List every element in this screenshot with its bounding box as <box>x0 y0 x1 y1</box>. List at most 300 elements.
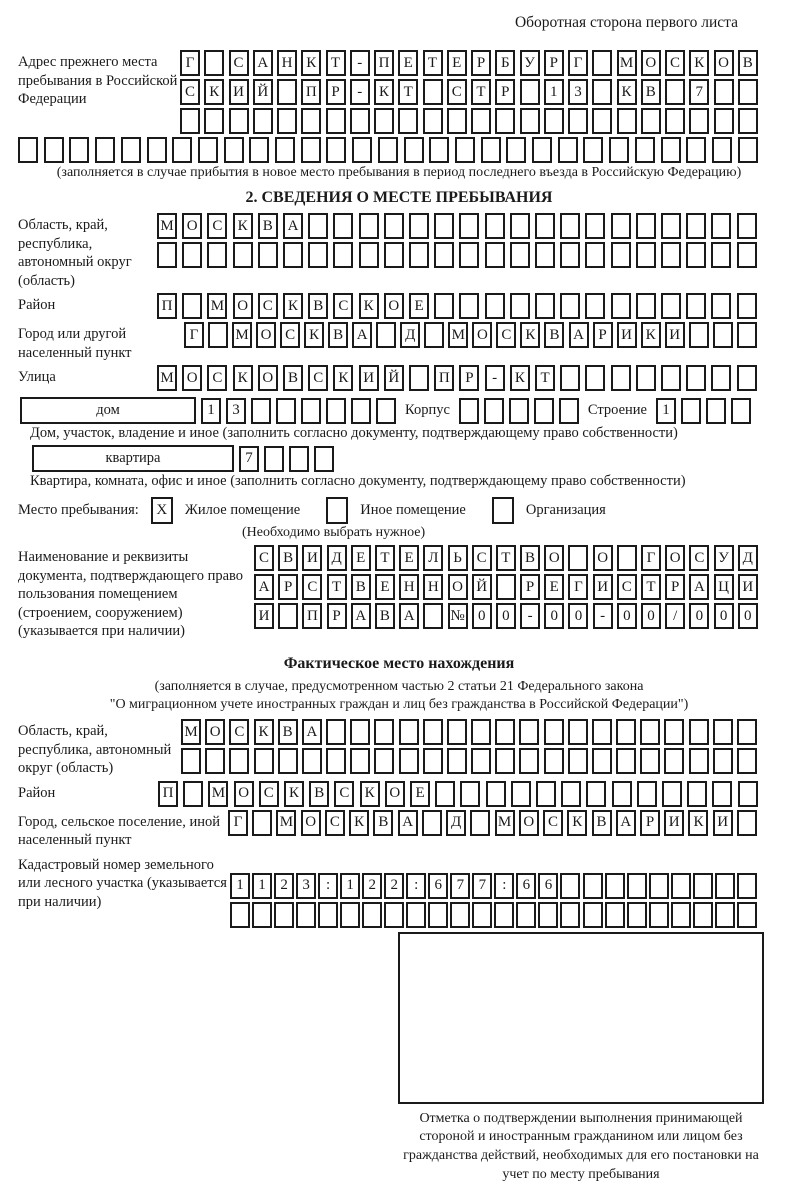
char-box <box>560 902 580 928</box>
char-box <box>351 398 371 424</box>
char-box: Р <box>495 79 515 105</box>
char-box: К <box>301 50 321 76</box>
char-box <box>350 748 370 774</box>
char-box <box>208 322 228 348</box>
street-row <box>18 365 780 391</box>
char-box: О <box>384 293 404 319</box>
char-box: Г <box>184 322 204 348</box>
char-box <box>276 398 296 424</box>
char-box <box>636 365 656 391</box>
char-box: Н <box>399 574 419 600</box>
stroenie-boxes <box>656 398 751 424</box>
cadastral-grid <box>230 853 757 928</box>
char-box <box>121 137 141 163</box>
char-box: В <box>738 50 758 76</box>
char-box: Е <box>410 781 430 807</box>
char-box: О <box>385 781 405 807</box>
char-box: С <box>180 79 200 105</box>
char-box <box>738 79 758 105</box>
char-box: К <box>204 79 224 105</box>
korpus-label: Корпус <box>405 402 450 419</box>
char-box: 0 <box>472 603 492 629</box>
char-box <box>350 108 370 134</box>
char-box <box>481 137 501 163</box>
house-type-box: дом <box>20 397 196 424</box>
char-box <box>738 108 758 134</box>
char-box <box>616 719 636 745</box>
actual-district-label: Район <box>18 784 56 801</box>
char-box <box>326 108 346 134</box>
document-row <box>18 545 780 641</box>
char-box: К <box>567 810 587 836</box>
char-box: К <box>689 50 709 76</box>
char-box <box>296 902 316 928</box>
char-box: О <box>234 781 254 807</box>
char-box <box>333 213 353 239</box>
char-box <box>376 398 396 424</box>
char-box <box>627 902 647 928</box>
char-box: О <box>641 50 661 76</box>
char-box: М <box>617 50 637 76</box>
char-box <box>362 902 382 928</box>
char-box: П <box>157 293 177 319</box>
char-box <box>205 748 225 774</box>
char-box <box>737 293 757 319</box>
char-box <box>535 293 555 319</box>
char-box: А <box>398 810 418 836</box>
char-box <box>252 810 272 836</box>
prev-address-line-1 <box>180 50 758 76</box>
char-box: О <box>472 322 492 348</box>
char-box: Л <box>423 545 443 571</box>
char-box: К <box>641 322 661 348</box>
char-box: М <box>157 365 177 391</box>
char-box <box>18 137 38 163</box>
char-box <box>636 242 656 268</box>
char-box <box>459 213 479 239</box>
char-box: 0 <box>496 603 516 629</box>
char-box <box>585 242 605 268</box>
char-box: А <box>569 322 589 348</box>
char-box <box>520 108 540 134</box>
char-box: Д <box>327 545 347 571</box>
char-box <box>617 108 637 134</box>
char-box <box>434 213 454 239</box>
char-box: Р <box>640 810 660 836</box>
char-box <box>636 293 656 319</box>
char-box: В <box>641 79 661 105</box>
char-box <box>516 902 536 928</box>
char-box <box>611 293 631 319</box>
district-label: Район <box>18 297 56 314</box>
region-line-2 <box>157 242 757 268</box>
char-box: И <box>713 810 733 836</box>
apartment-row <box>18 445 780 472</box>
char-box <box>509 398 529 424</box>
char-box: : <box>318 873 338 899</box>
actual-region-row <box>18 719 780 778</box>
district-row <box>18 293 780 319</box>
char-box <box>447 719 467 745</box>
char-box <box>398 108 418 134</box>
char-box <box>661 293 681 319</box>
char-box: 1 <box>201 398 221 424</box>
document-grid <box>254 545 758 629</box>
char-box <box>496 574 516 600</box>
char-box: В <box>283 365 303 391</box>
char-box <box>157 242 177 268</box>
char-box <box>687 781 707 807</box>
char-box <box>665 108 685 134</box>
char-box <box>649 873 669 899</box>
char-box <box>592 79 612 105</box>
char-box <box>713 748 733 774</box>
char-box <box>204 50 224 76</box>
char-box <box>182 293 202 319</box>
char-box <box>182 242 202 268</box>
char-box <box>252 902 272 928</box>
char-box: 6 <box>516 873 536 899</box>
char-box: Т <box>641 574 661 600</box>
char-box <box>459 242 479 268</box>
char-box <box>693 873 713 899</box>
char-box: К <box>360 781 380 807</box>
actual-region-grid <box>181 719 757 774</box>
char-box <box>423 108 443 134</box>
char-box: Е <box>351 545 371 571</box>
char-box <box>258 242 278 268</box>
char-box <box>649 902 669 928</box>
char-box: Р <box>327 603 347 629</box>
char-box: О <box>593 545 613 571</box>
char-box: И <box>664 810 684 836</box>
char-box: К <box>283 293 303 319</box>
char-box <box>301 137 321 163</box>
char-box: 0 <box>689 603 709 629</box>
char-box <box>510 293 530 319</box>
char-box: Р <box>593 322 613 348</box>
char-box <box>665 79 685 105</box>
char-box <box>314 446 334 472</box>
char-box: Е <box>409 293 429 319</box>
stay-type-label: Место пребывания: <box>18 502 139 519</box>
char-box: И <box>617 322 637 348</box>
actual-location-title: Фактическое место нахождения <box>283 655 515 673</box>
char-box: Й <box>472 574 492 600</box>
char-box: Т <box>471 79 491 105</box>
char-box: Н <box>423 574 443 600</box>
char-box <box>429 137 449 163</box>
char-box <box>661 242 681 268</box>
char-box <box>664 719 684 745</box>
street-label: Улица <box>18 369 56 386</box>
char-box <box>409 213 429 239</box>
char-box <box>495 719 515 745</box>
char-box <box>435 781 455 807</box>
region-label: Область, край, республика, автономный округ (область) <box>18 217 132 289</box>
char-box <box>520 79 540 105</box>
char-box <box>737 365 757 391</box>
char-box <box>536 781 556 807</box>
region-grid <box>157 213 757 268</box>
prev-address-line-4 <box>18 137 758 163</box>
char-box: Р <box>326 79 346 105</box>
char-box <box>495 108 515 134</box>
char-box <box>671 873 691 899</box>
char-box <box>583 137 603 163</box>
checkbox-other-premises[interactable] <box>326 497 348 524</box>
char-box <box>494 902 514 928</box>
prev-address-grid <box>180 50 758 134</box>
char-box <box>229 748 249 774</box>
char-box <box>737 719 757 745</box>
char-box <box>686 213 706 239</box>
char-box <box>447 108 467 134</box>
char-box: Р <box>520 574 540 600</box>
char-box <box>568 108 588 134</box>
document-line-2 <box>254 574 758 600</box>
char-box: К <box>333 365 353 391</box>
char-box <box>471 748 491 774</box>
char-box: К <box>254 719 274 745</box>
char-box <box>69 137 89 163</box>
char-box <box>428 902 448 928</box>
char-box <box>737 873 757 899</box>
char-box: 0 <box>714 603 734 629</box>
char-box: В <box>278 719 298 745</box>
actual-region-label: Область, край, республика, автономный округ (область) <box>18 723 172 777</box>
char-box <box>558 137 578 163</box>
char-box <box>409 242 429 268</box>
char-box <box>737 242 757 268</box>
char-box <box>605 873 625 899</box>
char-box <box>275 137 295 163</box>
char-box: О <box>665 545 685 571</box>
char-box <box>611 365 631 391</box>
char-box: А <box>351 603 371 629</box>
document-label: Наименование и реквизиты документа, подтверждающего право пользования помещением (строением, сооружением) (указывается при наличии) <box>18 549 244 640</box>
house-note: Дом, участок, владение и иное (заполнить согласно документу, подтверждающему право собственности) <box>30 425 678 442</box>
char-box <box>308 213 328 239</box>
char-box <box>715 873 735 899</box>
char-box <box>561 781 581 807</box>
option-residential-label: Жилое помещение <box>184 502 301 519</box>
char-box: 1 <box>340 873 360 899</box>
char-box <box>686 365 706 391</box>
actual-district-line <box>158 781 758 807</box>
char-box <box>249 137 269 163</box>
char-box <box>636 213 656 239</box>
char-box <box>731 398 751 424</box>
char-box <box>485 293 505 319</box>
char-box: С <box>258 293 278 319</box>
char-box <box>251 398 271 424</box>
char-box: 0 <box>568 603 588 629</box>
char-box: К <box>233 213 253 239</box>
char-box <box>374 719 394 745</box>
char-box <box>585 365 605 391</box>
char-box: С <box>325 810 345 836</box>
char-box <box>422 810 442 836</box>
char-box <box>609 137 629 163</box>
actual-city-line <box>228 810 757 836</box>
char-box: № <box>448 603 468 629</box>
char-box: С <box>254 545 274 571</box>
char-box: : <box>406 873 426 899</box>
char-box: 0 <box>617 603 637 629</box>
char-box <box>560 365 580 391</box>
char-box <box>434 242 454 268</box>
char-box <box>640 748 660 774</box>
char-box <box>510 213 530 239</box>
section2-title: 2. СВЕДЕНИЯ О МЕСТЕ ПРЕБЫВАНИЯ <box>245 189 553 206</box>
char-box <box>376 322 396 348</box>
char-box: К <box>349 810 369 836</box>
char-box <box>583 902 603 928</box>
char-box <box>592 748 612 774</box>
char-box: Г <box>568 574 588 600</box>
char-box: Е <box>398 50 418 76</box>
char-box <box>384 902 404 928</box>
char-box <box>737 322 757 348</box>
char-box: 2 <box>274 873 294 899</box>
checkbox-residential[interactable]: X <box>151 497 173 524</box>
char-box <box>470 810 490 836</box>
char-box <box>264 446 284 472</box>
char-box: Е <box>399 545 419 571</box>
char-box: М <box>208 781 228 807</box>
checkbox-organization[interactable] <box>492 497 514 524</box>
char-box <box>326 719 346 745</box>
char-box <box>409 365 429 391</box>
char-box: Е <box>447 50 467 76</box>
char-box <box>585 293 605 319</box>
char-box: П <box>374 50 394 76</box>
char-box <box>586 781 606 807</box>
char-box: 1 <box>230 873 250 899</box>
char-box: О <box>258 365 278 391</box>
char-box <box>689 748 709 774</box>
char-box: В <box>351 574 371 600</box>
char-box: М <box>276 810 296 836</box>
char-box <box>585 213 605 239</box>
char-box <box>737 902 757 928</box>
document-line-3 <box>254 603 758 629</box>
char-box <box>712 137 732 163</box>
char-box <box>641 108 661 134</box>
char-box <box>637 781 657 807</box>
char-box <box>714 108 734 134</box>
char-box: Д <box>738 545 758 571</box>
char-box: А <box>689 574 709 600</box>
char-box <box>713 719 733 745</box>
char-box <box>534 398 554 424</box>
house-row <box>18 397 780 424</box>
char-box <box>686 242 706 268</box>
char-box <box>230 902 250 928</box>
apartment-note: Квартира, комната, офис и иное (заполнить согласно документу, подтверждающему право собственности) <box>30 473 686 490</box>
char-box <box>510 242 530 268</box>
char-box <box>737 213 757 239</box>
city-label: Город или другой населенный пункт <box>18 326 132 361</box>
prev-address-note: (заполняется в случае прибытия в новое место пребывания в период последнего въезда в Российскую Федерацию) <box>56 165 742 180</box>
char-box: П <box>158 781 178 807</box>
char-box: Т <box>375 545 395 571</box>
char-box: К <box>359 293 379 319</box>
char-box <box>592 50 612 76</box>
char-box: А <box>352 322 372 348</box>
char-box: Д <box>446 810 466 836</box>
char-box <box>302 748 322 774</box>
option-other-premises-label: Иное помещение <box>360 502 466 519</box>
char-box: В <box>373 810 393 836</box>
char-box: - <box>350 50 370 76</box>
char-box: О <box>182 365 202 391</box>
char-box: Г <box>228 810 248 836</box>
apartment-number-boxes <box>239 446 334 472</box>
char-box <box>374 748 394 774</box>
char-box: Е <box>375 574 395 600</box>
char-box: 1 <box>252 873 272 899</box>
char-box: Н <box>277 50 297 76</box>
char-box: 7 <box>472 873 492 899</box>
char-box <box>406 902 426 928</box>
cadastral-row <box>18 853 780 928</box>
char-box <box>253 108 273 134</box>
char-box <box>326 398 346 424</box>
char-box <box>350 719 370 745</box>
char-box <box>559 398 579 424</box>
char-box <box>538 902 558 928</box>
char-box: М <box>181 719 201 745</box>
char-box: М <box>495 810 515 836</box>
char-box: В <box>309 781 329 807</box>
char-box <box>506 137 526 163</box>
char-box <box>378 137 398 163</box>
char-box <box>686 293 706 319</box>
char-box: : <box>494 873 514 899</box>
char-box <box>434 293 454 319</box>
char-box <box>301 398 321 424</box>
char-box <box>661 365 681 391</box>
char-box: М <box>157 213 177 239</box>
stroenie-label: Строение <box>587 402 647 419</box>
char-box: М <box>207 293 227 319</box>
char-box <box>686 137 706 163</box>
char-box: 1 <box>656 398 676 424</box>
char-box: Р <box>544 50 564 76</box>
char-box <box>671 902 691 928</box>
char-box <box>326 137 346 163</box>
char-box: И <box>302 545 322 571</box>
char-box: 1 <box>544 79 564 105</box>
char-box: 7 <box>450 873 470 899</box>
char-box <box>737 748 757 774</box>
char-box <box>617 545 637 571</box>
char-box: С <box>447 79 467 105</box>
char-box <box>95 137 115 163</box>
char-box: С <box>229 50 249 76</box>
char-box <box>308 242 328 268</box>
char-box: В <box>592 810 612 836</box>
city-line <box>184 322 757 348</box>
actual-location-note-2: "О миграционном учете иностранных граждан и лиц без гражданства в Российской Федерации") <box>109 697 689 713</box>
char-box: В <box>520 545 540 571</box>
char-box <box>278 603 298 629</box>
char-box: М <box>448 322 468 348</box>
char-box: О <box>256 322 276 348</box>
char-box: 6 <box>538 873 558 899</box>
